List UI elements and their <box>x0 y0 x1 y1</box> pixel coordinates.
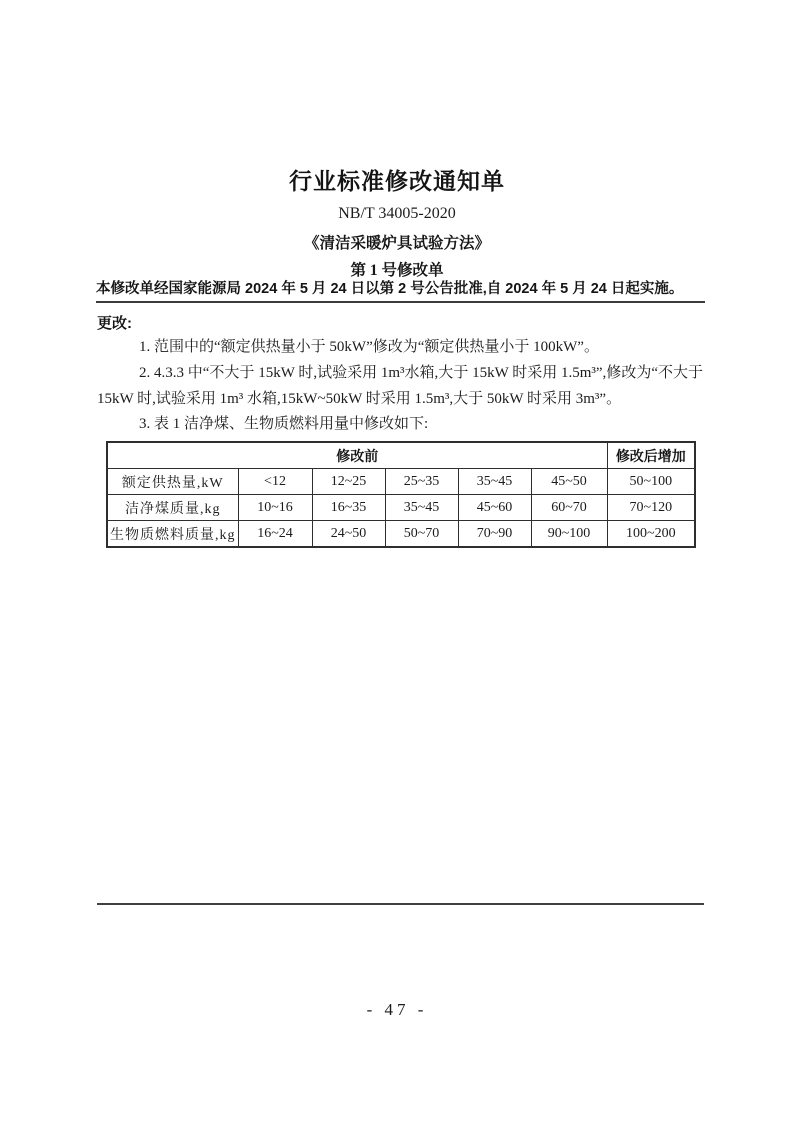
page-number: - 47 - <box>366 1000 428 1019</box>
row-label: 洁净煤质量,kg <box>107 495 238 521</box>
table-row <box>107 495 695 521</box>
change-section-label: 更改: <box>97 315 132 332</box>
approval-note: 本修改单经国家能源局 2024 年 5 月 24 日以第 2 号公告批准,自 2024 年 5 月 24 日起实施。 <box>96 280 705 303</box>
modification-sheet-label: 第 1 号修改单 <box>350 262 444 279</box>
table-cell-added: 100~200 <box>607 521 695 548</box>
row-label: 生物质燃料质量,kg <box>107 521 238 548</box>
standard-code: NB/T 34005-2020 <box>338 205 456 222</box>
table-row <box>107 521 695 548</box>
modification-table <box>106 441 696 548</box>
table-cell: 16~24 <box>238 521 312 548</box>
change-item-3: 3. 表 1 洁净煤、生物质燃料用量中修改如下: <box>139 416 429 432</box>
table-cell: 12~25 <box>312 469 385 495</box>
table-cell: 45~50 <box>531 469 607 495</box>
row-label: 额定供热量,kW <box>107 469 238 495</box>
footer-rule <box>97 903 704 905</box>
change-item-1: 1. 范围中的“额定供热量小于 50kW”修改为“额定供热量小于 100kW”。 <box>139 339 599 355</box>
table-cell: 45~60 <box>458 495 531 521</box>
table-cell: 90~100 <box>531 521 607 548</box>
table-cell: 10~16 <box>238 495 312 521</box>
table-cell: 35~45 <box>385 495 458 521</box>
table-header-before: 修改前 <box>107 442 607 469</box>
standard-name: 《清洁采暖炉具试验方法》 <box>303 235 490 252</box>
table-cell: 25~35 <box>385 469 458 495</box>
table-header-row <box>107 442 695 469</box>
change-item-2: 2. 4.3.3 中“不大于 15kW 时,试验采用 1m³水箱,大于 15kW 时采用 1.5m³”,修改为“不大于 15kW 时,试验采用 1m³ 水箱,15kW~50kW 时采用 1.5m³,大于 50kW 时采用 3m³”。 <box>97 365 703 407</box>
table-cell: <12 <box>238 469 312 495</box>
table-cell: 70~90 <box>458 521 531 548</box>
table-cell-added: 70~120 <box>607 495 695 521</box>
table-row <box>107 469 695 495</box>
table-cell: 60~70 <box>531 495 607 521</box>
table-cell: 16~35 <box>312 495 385 521</box>
table-cell: 35~45 <box>458 469 531 495</box>
table-cell: 50~70 <box>385 521 458 548</box>
table-cell: 24~50 <box>312 521 385 548</box>
table-header-after: 修改后增加 <box>607 442 695 469</box>
page-title: 行业标准修改通知单 <box>289 168 505 194</box>
table-cell-added: 50~100 <box>607 469 695 495</box>
